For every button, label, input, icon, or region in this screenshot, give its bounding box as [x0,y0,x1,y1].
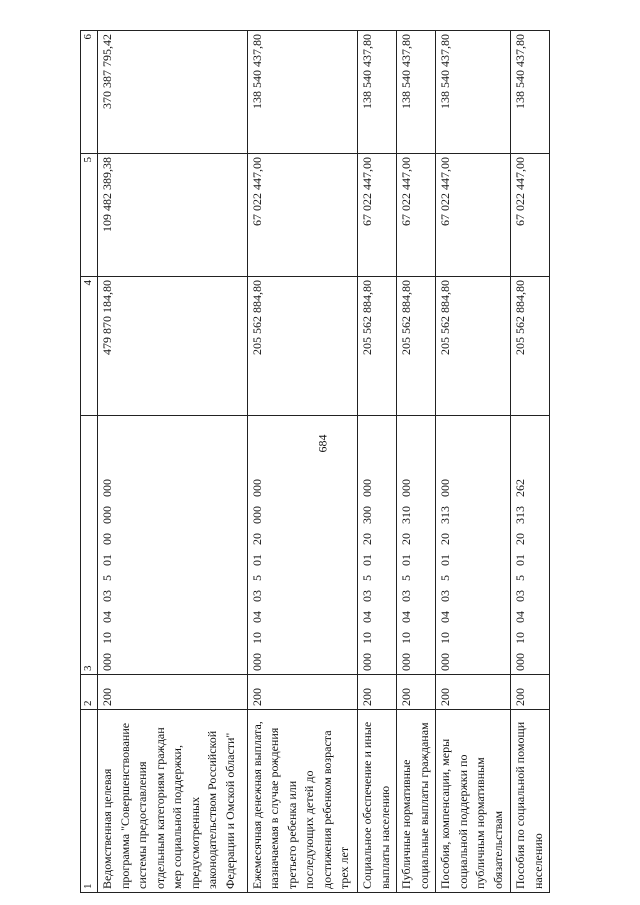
row-code: 000 10 04 03 5 01 20 313 000 [436,416,511,675]
row-name: Пособия, компенсации, меры социальной поддержки по публичным нормативным обязательствам [436,710,511,893]
row-col2: 200 [247,675,358,710]
rotated-table-container [80,34,550,893]
row-name: Пособия по социальной помощи населению [511,710,550,893]
row-col2: 200 [436,675,511,710]
row-col2: 200 [511,675,550,710]
row-col5: 67 022 447,00 [511,154,550,277]
row-col4: 205 562 884,80 [511,277,550,416]
table-row [436,31,511,893]
table-row [358,31,397,893]
row-col5: 67 022 447,00 [397,154,436,277]
row-name: Ведомственная целевая программа "Совершенствование системы предоставления отдельным категориям граждан мер социальной поддержки, предусмотренных законодательством Российской Федерации и Омской области" [98,710,248,893]
row-name: Ежемесячная денежная выплата, назначаемая в случае рождения третьего ребенка или последующих детей до достижения ребенком возраста трех лет [247,710,358,893]
row-code: 000 10 04 03 5 01 20 000 000 [247,416,358,675]
header-col-2: 2 [81,675,98,710]
row-col6: 138 540 437,80 [511,31,550,154]
row-col5: 67 022 447,00 [436,154,511,277]
row-col6: 138 540 437,80 [397,31,436,154]
header-col-4: 4 [81,277,98,416]
row-col4: 205 562 884,80 [397,277,436,416]
table-row [247,31,358,893]
table-row [511,31,550,893]
row-col5: 67 022 447,00 [358,154,397,277]
row-code: 000 10 04 03 5 01 20 313 262 [511,416,550,675]
row-code: 000 10 04 03 5 01 20 300 000 [358,416,397,675]
header-col-5: 5 [81,154,98,277]
table-row [98,31,248,893]
row-col4: 205 562 884,80 [358,277,397,416]
row-code: 000 10 04 03 5 01 20 310 000 [397,416,436,675]
header-col-6: 6 [81,31,98,154]
row-code: 000 10 04 03 5 01 00 000 000 [98,416,248,675]
row-col2: 200 [397,675,436,710]
row-col2: 200 [358,675,397,710]
row-col4: 205 562 884,80 [247,277,358,416]
row-name: Публичные нормативные социальные выплаты гражданам [397,710,436,893]
row-col4: 205 562 884,80 [436,277,511,416]
header-row [81,31,98,893]
header-col-1: 1 [81,710,98,893]
row-col6: 138 540 437,80 [358,31,397,154]
row-col5: 67 022 447,00 [247,154,358,277]
row-col6: 370 387 795,42 [98,31,248,154]
row-col5: 109 482 389,38 [98,154,248,277]
table-row [397,31,436,893]
row-col2: 200 [98,675,248,710]
row-col6: 138 540 437,80 [247,31,358,154]
row-col6: 138 540 437,80 [436,31,511,154]
budget-table [80,30,550,893]
page-number: 684 [315,434,330,453]
header-col-3: 3 [81,416,98,675]
row-name: Социальное обеспечение и иные выплаты населению [358,710,397,893]
row-col4: 479 870 184,80 [98,277,248,416]
